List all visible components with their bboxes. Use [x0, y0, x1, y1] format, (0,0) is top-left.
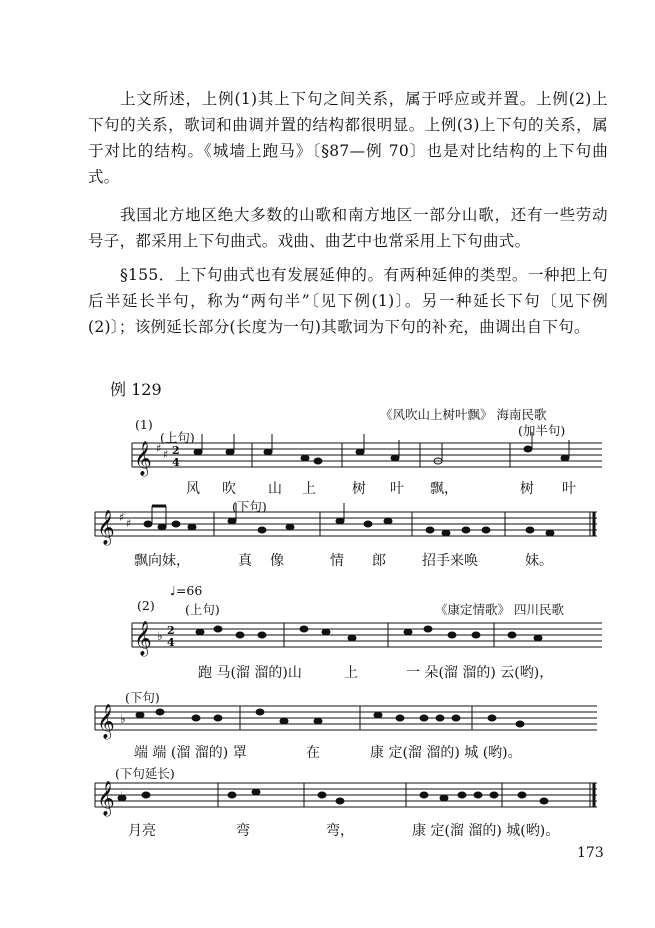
lyric: 在: [306, 745, 320, 761]
lyric: 弯: [236, 823, 250, 839]
song2-number: (2): [137, 598, 155, 613]
lyric: 飘向妹，: [134, 553, 190, 569]
song1-lyrics-line1: [0, 478, 655, 500]
song1-title-source: 《风吹山上树叶飘》 海南民歌: [380, 407, 547, 422]
lyric: 妹。: [525, 553, 553, 569]
example-label: 例 129: [110, 380, 162, 399]
song1-lower-mark: (下句): [232, 499, 267, 514]
lyric: 月亮: [128, 823, 156, 839]
lyric: 弯，: [326, 823, 354, 839]
song1-upper-mark: (上句): [160, 430, 195, 445]
lyric: 真: [238, 553, 252, 569]
song1-half-mark: (加半句): [518, 423, 566, 438]
svg-text:𝄞: 𝄞: [134, 441, 152, 476]
lyric: 康 定(溜 溜的) 城 (哟)。: [370, 745, 522, 761]
song2-lyrics-line1: [0, 662, 655, 684]
svg-text:𝄞: 𝄞: [97, 510, 115, 545]
song2-lyrics-line3: [0, 820, 655, 842]
lyric: 情: [330, 553, 344, 569]
lyric: 叶: [390, 481, 404, 497]
song2-upper-mark: (上句): [185, 602, 220, 617]
song2-title-source: 《康定情歌》 四川民歌: [435, 602, 564, 617]
svg-text:𝄞: 𝄞: [97, 704, 115, 739]
svg-text:♭: ♭: [120, 712, 126, 726]
svg-text:𝄞: 𝄞: [97, 781, 115, 816]
lyric: 风: [186, 481, 200, 497]
svg-text:♯: ♯: [119, 511, 125, 524]
svg-text:♯: ♯: [156, 442, 162, 455]
lyric: 飘，: [430, 481, 458, 497]
lyric: 上: [344, 665, 358, 681]
lyric: 叶: [562, 481, 576, 497]
lyric: 树: [520, 481, 534, 497]
paragraph-3: §155．上下句曲式也有发展延伸的。有两种延伸的类型。一种把上句后半延长半句，称为“两句半”〔见下例(1)〕。另一种延长下句〔见下例(2)〕；该例延长部分(长度为一句)其歌词为下句的补充，曲调出自下句。: [88, 266, 608, 336]
svg-text:4: 4: [167, 636, 175, 649]
svg-text:4: 4: [172, 456, 180, 469]
lyric: 招手来唤: [422, 553, 478, 569]
lyric: 端 端 (溜 溜的) 罩: [134, 745, 247, 761]
tempo-mark: ♩=66: [170, 583, 203, 598]
song2-lyrics-line2: [0, 742, 655, 764]
paragraph-2: 我国北方地区绝大多数的山歌和南方地区一部分山歌，还有一些劳动号子，都采用上下句曲式。戏曲、曲艺中也常采用上下句曲式。: [88, 206, 608, 250]
lyric: 跑 马(溜 溜的)山: [198, 665, 302, 681]
svg-text:♯: ♯: [126, 517, 132, 530]
lyric: 吹: [222, 481, 236, 497]
lyric: 郎: [372, 553, 386, 569]
lyric: 康 定(溜 溜的) 城(哟)。: [412, 823, 560, 839]
svg-text:𝄞: 𝄞: [134, 621, 152, 656]
svg-text:2: 2: [172, 444, 180, 457]
lyric: 像: [270, 553, 284, 569]
page-number: 173: [577, 845, 604, 861]
song2-extension-mark: (下句延长): [115, 766, 175, 781]
song1-lyrics-line2: [0, 550, 655, 572]
svg-text:♭: ♭: [157, 629, 163, 643]
paragraph-1: 上文所述，上例(1)其上下句之间关系，属于呼应或并置。上例(2)上下句的关系，歌词和曲调并置的结构都很明显。上例(3)上下句的关系，属于对比的结构。《城墙上跑马》〔§87—例 70〕也是对比结构的上下句曲式。: [88, 90, 608, 186]
lyric: 山: [268, 481, 282, 497]
lyric: 一 朵(溜 溜的) 云(哟)，: [406, 665, 554, 681]
svg-text:♯: ♯: [163, 448, 169, 461]
lyric: 树: [352, 481, 366, 497]
song1-number: (1): [135, 417, 153, 432]
song2-lower-mark: (下句): [125, 690, 160, 705]
staff-2: [95, 512, 597, 536]
lyric: 上: [302, 481, 316, 497]
svg-text:2: 2: [167, 624, 175, 637]
